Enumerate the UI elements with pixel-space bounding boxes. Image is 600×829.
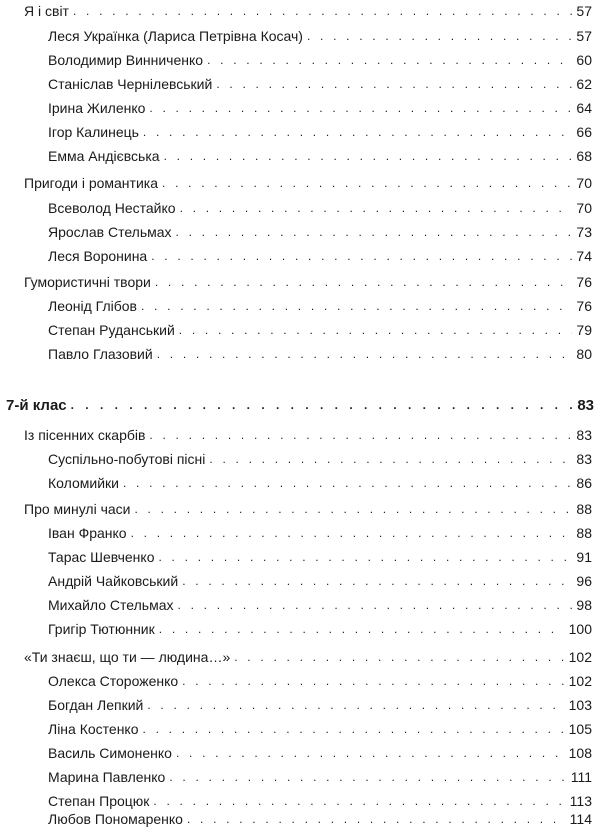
toc-page-number: 60: [576, 52, 592, 68]
toc-page-number: 76: [576, 274, 592, 290]
toc-dot-leader: [216, 75, 572, 93]
toc-page-number: 57: [576, 3, 592, 19]
toc-page-number: 96: [576, 573, 592, 589]
toc-page-number: 62: [576, 76, 592, 92]
toc-row-author: [48, 810, 592, 829]
toc-entry-title: Ліна Костенко: [48, 721, 139, 737]
toc-entry-title: Всеволод Нестайко: [48, 200, 176, 216]
toc-entry-title: Марина Павленко: [48, 769, 166, 785]
toc-row-author: [48, 147, 592, 166]
toc-page-number: 86: [576, 475, 592, 491]
toc-dot-leader: [179, 321, 573, 339]
toc-dot-leader: [71, 396, 574, 414]
toc-row-author: [48, 345, 592, 364]
toc-row-author: [48, 620, 592, 639]
toc-row-topic: [24, 273, 592, 292]
toc-dot-leader: [176, 223, 573, 241]
toc-entry-title: Степан Процюк: [48, 793, 150, 809]
toc-entry-title: Богдан Лепкий: [48, 697, 144, 713]
toc-row-author: [48, 297, 592, 316]
toc-row-author: [48, 75, 592, 94]
toc-entry-title: Про минулі часи: [24, 501, 131, 517]
toc-entry-title: Павло Глазовий: [48, 346, 153, 362]
toc-entry-title: «Ти знаєш, що ти — людина…»: [24, 649, 231, 665]
toc-row-author: [48, 27, 592, 46]
toc-entry-title: Станіслав Чернілевський: [48, 76, 213, 92]
toc-entry-title: Андрій Чайковський: [48, 573, 179, 589]
toc-row-author: [48, 768, 592, 787]
toc-dot-leader: [141, 297, 572, 315]
toc-entry-title: Олекса Стороженко: [48, 673, 179, 689]
toc-entry-title: Тарас Шевченко: [48, 549, 155, 565]
toc-dot-leader: [182, 572, 572, 590]
toc-dot-leader: [180, 199, 573, 217]
toc-section-title: 7-й клас: [6, 397, 67, 414]
toc-entry-title: Із пісенних скарбів: [24, 427, 146, 443]
toc-entry-title: Пригоди і романтика: [24, 175, 158, 191]
toc-page-number: 113: [569, 793, 592, 809]
toc-row-author: [48, 123, 592, 142]
toc-entry-title: Любов Пономаренко: [48, 811, 183, 827]
toc-dot-leader: [73, 2, 572, 20]
toc-page-number: 64: [576, 100, 592, 116]
toc-dot-leader: [187, 810, 566, 828]
toc-row-topic: [24, 648, 592, 667]
toc-dot-leader: [176, 744, 565, 762]
toc-entry-title: Ірина Жиленко: [48, 100, 146, 116]
toc-row-author: [48, 450, 592, 469]
toc-page-number: 68: [576, 148, 592, 164]
toc-row-author: [48, 672, 592, 691]
toc-entry-title: Емма Андієвська: [48, 148, 160, 164]
toc-page-number: 102: [568, 673, 592, 689]
toc-dot-leader: [182, 672, 564, 690]
toc-page-number: 70: [576, 200, 592, 216]
toc-row-topic: [24, 174, 592, 193]
toc-row-topic: [24, 426, 592, 445]
toc-dot-leader: [164, 147, 573, 165]
toc-entry-title: Ярослав Стельмах: [48, 224, 172, 240]
toc-page-number: 88: [576, 525, 592, 541]
toc-page-number: 57: [576, 28, 592, 44]
toc-dot-leader: [169, 768, 566, 786]
toc-page-number: 91: [576, 549, 592, 565]
toc-dot-leader: [159, 620, 565, 638]
toc-row-author: [48, 572, 592, 591]
toc-row-author: [48, 223, 592, 242]
toc-dot-leader: [307, 27, 572, 45]
toc-row-author: [48, 720, 592, 739]
toc-entry-title: Степан Руданський: [48, 322, 175, 338]
toc-entry-title: Іван Франко: [48, 525, 127, 541]
toc-row-author: [48, 524, 592, 543]
toc-page-number: 102: [568, 649, 592, 665]
toc-row-author: [48, 792, 592, 811]
toc-page-number: 108: [568, 745, 592, 761]
toc-page-number: 76: [576, 298, 592, 314]
toc-row-author: [48, 596, 592, 615]
toc-dot-leader: [209, 450, 572, 468]
toc-row-author: [48, 474, 592, 493]
toc-row-topic: [24, 2, 592, 21]
toc-dot-leader: [134, 500, 572, 518]
toc-row-author: [48, 199, 592, 218]
toc-dot-leader: [157, 345, 573, 363]
toc-page-number: 114: [569, 811, 592, 827]
toc-page-number: 66: [576, 124, 592, 140]
toc-dot-leader: [234, 648, 564, 666]
toc-entry-title: Леся Воронина: [48, 248, 148, 264]
toc-row-author: [48, 247, 592, 266]
toc-row-author: [48, 321, 592, 340]
toc-page-number: 83: [576, 427, 592, 443]
toc-page-number: 83: [577, 397, 594, 414]
toc-page-number: 79: [576, 322, 592, 338]
toc-page-number: 83: [576, 451, 592, 467]
toc-page-number: 100: [568, 621, 592, 637]
toc-dot-leader: [149, 426, 572, 444]
toc-dot-leader: [162, 174, 572, 192]
toc-entry-title: Коломийки: [48, 475, 119, 491]
toc-entry-title: Леонід Глібов: [48, 298, 137, 314]
toc-dot-leader: [149, 99, 572, 117]
toc-entry-title: Суспільно-побутові пісні: [48, 451, 206, 467]
toc-page-number: 105: [568, 721, 592, 737]
toc-dot-leader: [155, 273, 573, 291]
toc-entry-title: Володимир Винниченко: [48, 52, 204, 68]
toc-row-grade-section: [6, 397, 594, 415]
toc-page-number: 80: [576, 346, 592, 362]
toc-row-author: [48, 51, 592, 70]
toc-page-number: 73: [576, 224, 592, 240]
toc-dot-leader: [178, 596, 573, 614]
toc-dot-leader: [153, 792, 565, 810]
toc-row-topic: [24, 500, 592, 519]
toc-dot-leader: [207, 51, 572, 69]
toc-entry-title: Василь Симоненко: [48, 745, 172, 761]
toc-row-author: [48, 99, 592, 118]
toc-entry-title: Ігор Калинець: [48, 124, 139, 140]
toc-row-author: [48, 696, 592, 715]
toc-dot-leader: [131, 524, 573, 542]
toc-page-number: 98: [576, 597, 592, 613]
toc-dot-leader: [143, 123, 573, 141]
toc-page-number: 74: [576, 248, 592, 264]
toc-row-author: [48, 744, 592, 763]
toc-entry-title: Леся Українка (Лариса Петрівна Косач): [48, 28, 303, 44]
toc-dot-leader: [151, 247, 572, 265]
toc-entry-title: Михайло Стельмах: [48, 597, 174, 613]
toc-entry-title: Гумористичні твори: [24, 274, 151, 290]
toc-dot-leader: [143, 720, 565, 738]
toc-row-author: [48, 548, 592, 567]
toc-page-number: 70: [576, 175, 592, 191]
toc-dot-leader: [158, 548, 572, 566]
toc-dot-leader: [123, 474, 572, 492]
toc-page-number: 103: [568, 697, 592, 713]
toc-page-number: 111: [570, 769, 592, 785]
toc-entry-title: Я і світ: [24, 3, 69, 19]
toc-page-number: 88: [576, 501, 592, 517]
toc-entry-title: Григір Тютюнник: [48, 621, 155, 637]
toc-dot-leader: [147, 696, 564, 714]
